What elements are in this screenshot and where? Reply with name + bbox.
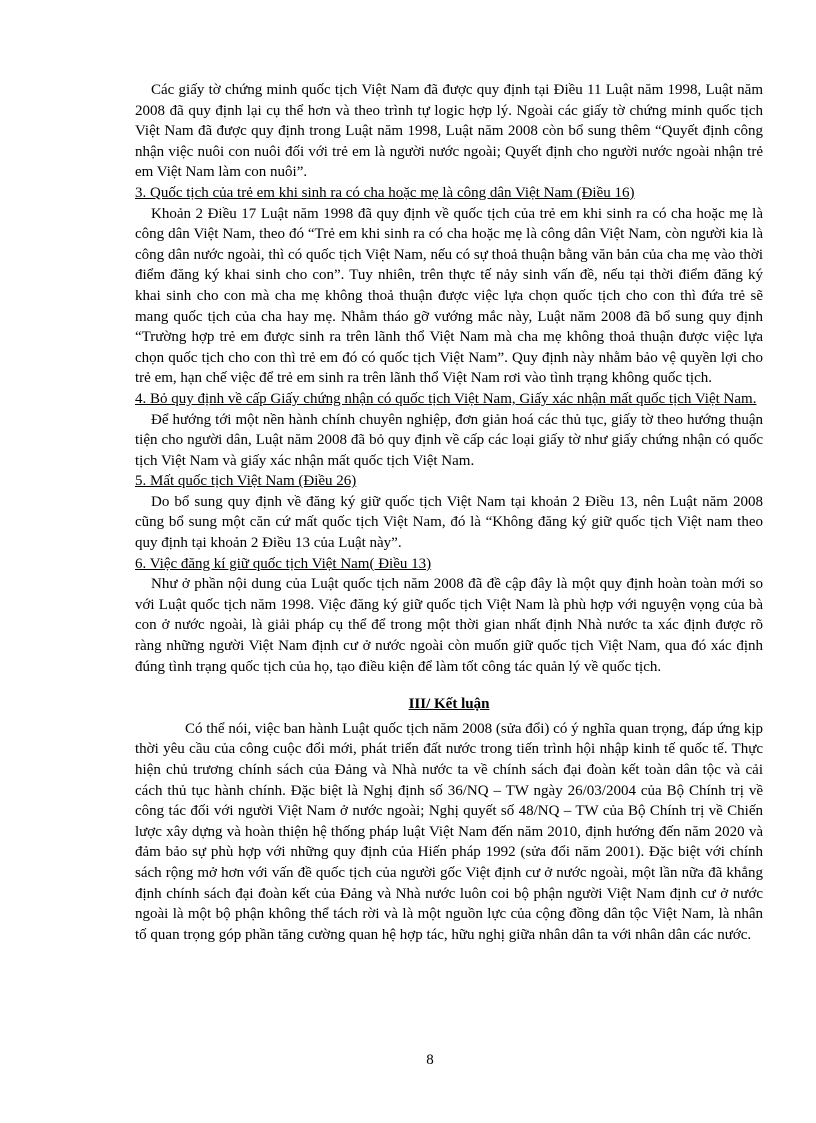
paragraph-item-4: Để hướng tới một nền hành chính chuyên nghiệp, đơn giản hoá các thủ tục, giấy tờ theo hướng thuận tiện cho người dân, Luật năm 2008 đã bỏ quy định về cấp các loại giấy tờ như giấy chứng nhận có quốc tịch Việt Nam và giấy xác nhận mất quốc tịch Việt Nam. [135, 411, 763, 469]
page-number: 8 [426, 1052, 434, 1068]
heading-item-3: 3. Quốc tịch của trẻ em khi sinh ra có cha hoặc mẹ là công dân Việt Nam (Điều 16) [135, 184, 635, 201]
page-content [135, 80, 763, 945]
heading-item-5: 5. Mất quốc tịch Việt Nam (Điều 26) [135, 473, 357, 490]
paragraph-nationality-documents: Các giấy tờ chứng minh quốc tịch Việt Nam đã được quy định tại Điều 11 Luật năm 1998, Luật năm 2008 đã quy định lại cụ thể hơn và theo trình tự logic hợp lý. Ngoài các giấy tờ chứng minh quốc tịch Việt Nam đã được quy định trong Luật năm 1998, Luật năm 2008 còn bổ sung thêm “Quyết định công nhận việc nuôi con nuôi đối với trẻ em là người nước ngoài; Quyết định cho người nước ngoài nhận trẻ em Việt Nam làm con nuôi”. [135, 82, 763, 181]
paragraph-item-6: Như ở phần nội dung của Luật quốc tịch năm 2008 đã đề cập đây là một quy định hoàn toàn mới so với Luật quốc tịch năm 1998. Việc đăng ký giữ quốc tịch Việt Nam là phù hợp với nguyện vọng của bà con ở nước ngoài, là giải pháp cụ thể để trong một thời gian nhất định Nhà nước ta xác định được rõ ràng những người Việt Nam định cư ở nước ngoài còn muốn giữ quốc tịch Việt Nam, qua đó xác định đúng tình trạng quốc tịch của họ, tạo điều kiện để làm tốt công tác quản lý về quốc tịch. [135, 576, 763, 675]
heading-item-4: 4. Bỏ quy định về cấp Giấy chứng nhận có quốc tịch Việt Nam, Giấy xác nhận mất quốc tịch Việt Nam. [135, 390, 757, 407]
heading-item-6: 6. Việc đăng kí giữ quốc tịch Việt Nam( Điều 13) [135, 555, 432, 572]
paragraph-item-3: Khoản 2 Điều 17 Luật năm 1998 đã quy định về quốc tịch của trẻ em khi sinh ra có cha hoặc mẹ là công dân Việt Nam, theo đó “Trẻ em khi sinh ra có cha hoặc mẹ là công dân Việt Nam, còn người kia là công dân nước ngoài, thì có quốc tịch Việt Nam, nếu có sự thoả thuận bằng văn bản của cha mẹ vào thời điểm đăng ký khai sinh cho con”. Tuy nhiên, trên thực tế nảy sinh vấn đề, nếu tại thời điểm đăng ký khai sinh cho con mà cha mẹ không thoả thuận được việc lựa chọn quốc tịch cho con thì đứa trẻ sẽ mang quốc tịch của cha hay mẹ. Nhằm tháo gỡ vướng mắc này, Luật năm 2008 đã bổ sung quy định “Trường hợp trẻ em được sinh ra trên lãnh thổ Việt Nam mà cha mẹ không thoả thuận được việc lựa chọn quốc tịch cho con thì trẻ em đó có quốc tịch Việt Nam”. Quy định này nhằm bảo vệ quyền lợi cho trẻ em, hạn chế việc để trẻ em sinh ra trên lãnh thổ Việt Nam rơi vào tình trạng không quốc tịch. [135, 205, 763, 387]
paragraph-item-5: Do bổ sung quy định về đăng ký giữ quốc tịch Việt Nam tại khoản 2 Điều 13, nên Luật năm 2008 cũng bổ sung một căn cứ mất quốc tịch Việt Nam, đó là “Không đăng ký giữ quốc tịch Việt nam theo quy định tại khoản 2 Điều 13 của Luật này”. [135, 493, 763, 552]
paragraph-conclusion: Có thể nói, việc ban hành Luật quốc tịch năm 2008 (sửa đổi) có ý nghĩa quan trọng, đáp ứng kịp thời yêu cầu của công cuộc đổi mới, phát triển đất nước trong tiến trình hội nhập kinh tế quốc tế. Thực hiện chủ trương chính sách của Đảng và Nhà nước ta về chính sách đại đoàn kết toàn dân tộc và cải cách thủ tục hành chính. Đặc biệt là Nghị định số 36/NQ – TW ngày 26/03/2004 của Bộ Chính trị về công tác đối với người Việt Nam ở nước ngoài; Nghị quyết số 48/NQ – TW của Bộ Chính trị về Chiến lược xây dựng và hoàn thiện hệ thống pháp luật Việt Nam đến năm 2010, định hướng đến năm 2020 và đảm bảo sự phù hợp với những quy định của Hiến pháp 1992 (sửa đổi năm 2001). Đặc biệt với chính sách rộng mở hơn với vấn đề quốc tịch của người gốc Việt định cư ở nước ngoài, một lần nữa đã khẳng định chính sách đại đoàn kết của Đảng và Nhà nước luôn coi bộ phận người Việt Nam định cư ở nước ngoài là một bộ phận không thể tách rời và là một nguồn lực của cộng đồng dân tộc Việt Nam, là nhân tố quan trọng góp phần tăng cường quan hệ hợp tác, hữu nghị giữa nhân dân ta với nhân dân các nước. [135, 720, 763, 943]
section-title-conclusion: III/ Kết luận [408, 696, 490, 713]
